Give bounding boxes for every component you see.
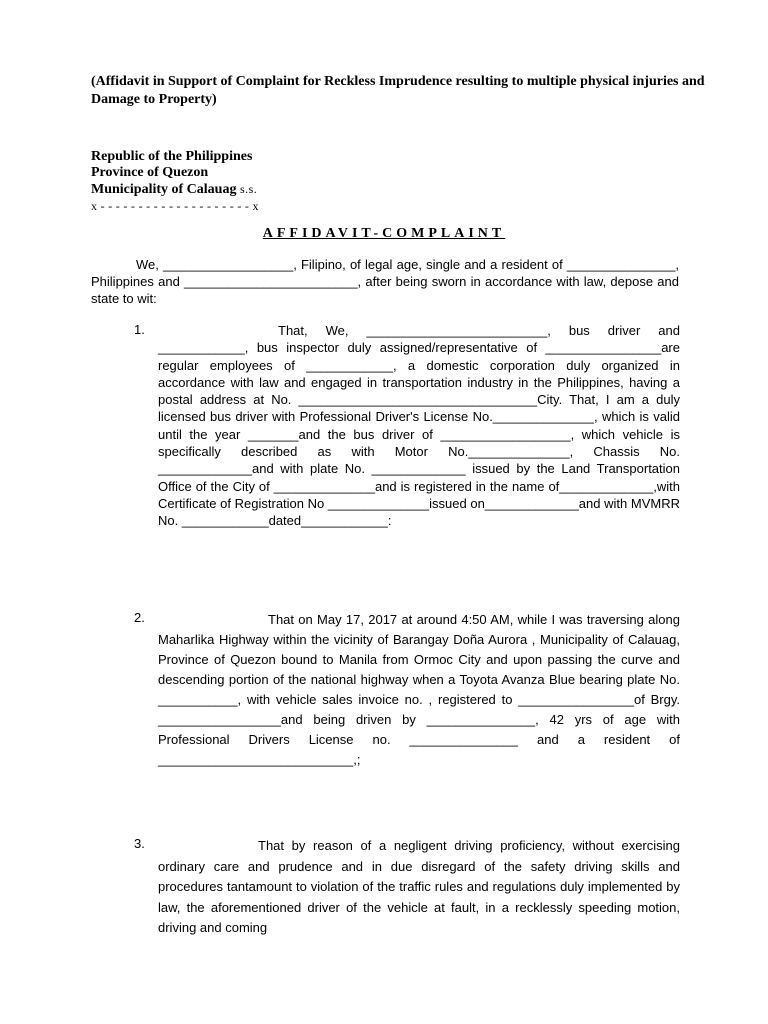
venue-ss: s.s.: [236, 182, 258, 196]
venue-municipality-name: Municipality of Calauag: [91, 182, 237, 197]
document-caption: (Affidavit in Support of Complaint for Reckless Imprudence resulting to multiple physical injuries and Damage to Property): [91, 74, 705, 107]
item-text: That, We, _________________________, bus driver and ____________, bus inspector duly assigned/representative of ________________are regular employees of ____________, a domestic corporation duly organized in accordance with law and engaged in transportation industry in the Philippines, having a postal address at No. _________________________________City. That, I am a duly licensed bus driver with Professional Driver's License No.______________, which is valid until the year _______and the bus driver of __________________, which vehicle is specifically described as with Motor No.______________, Chassis No. _____________and with plate No. _____________ issued by the Land Transportation Office of the City of ______________and is registered in the name of_____________,with Certificate of Registration No ______________issued on_____________and with MVMRR No. ____________dated____________:: [158, 323, 680, 529]
venue-country: Republic of the Philippines: [91, 149, 253, 164]
venue-province: Province of Quezon: [91, 165, 209, 180]
document-title-text: AFFIDAVIT-COMPLAINT: [262, 226, 506, 241]
item-number: 3.: [134, 836, 145, 851]
venue-municipality: [91, 181, 259, 198]
document-title: [0, 226, 768, 242]
venue-divider: x - - - - - - - - - - - - - - - - - - - - x: [91, 199, 259, 213]
venue-block: [91, 149, 259, 214]
intro-paragraph: We, __________________, Filipino, of legal age, single and a resident of _______________, Philippines and ________________________, after being sworn in accordance with law, depose and state to wit:: [91, 257, 679, 306]
item-text: That by reason of a negligent driving proficiency, without exercising ordinary care and prudence and in due disregard of the safety driving skills and procedures tantamount to violation of the traffic rules and regulations duly implemented by law, the aforementioned driver of the vehicle at fault, in a recklessly speeding motion, driving and coming: [158, 838, 680, 935]
item-text: That on May 17, 2017 at around 4:50 AM, while I was traversing along Maharlika Highway within the vicinity of Barangay Doña Aurora , Municipality of Calauag, Province of Quezon bound to Manila from Ormoc City and upon passing the curve and descending portion of the national highway when a Toyota Avanza Blue bearing plate No. ___________, with vehicle sales invoice no. , registered to ________________of Brgy. _________________and being driven by _______________, 42 yrs of age with Professional Drivers License no. _______________ and a resident of ___________________________,;: [158, 612, 680, 767]
item-number: 1.: [134, 322, 145, 337]
item-number: 2.: [134, 610, 145, 625]
